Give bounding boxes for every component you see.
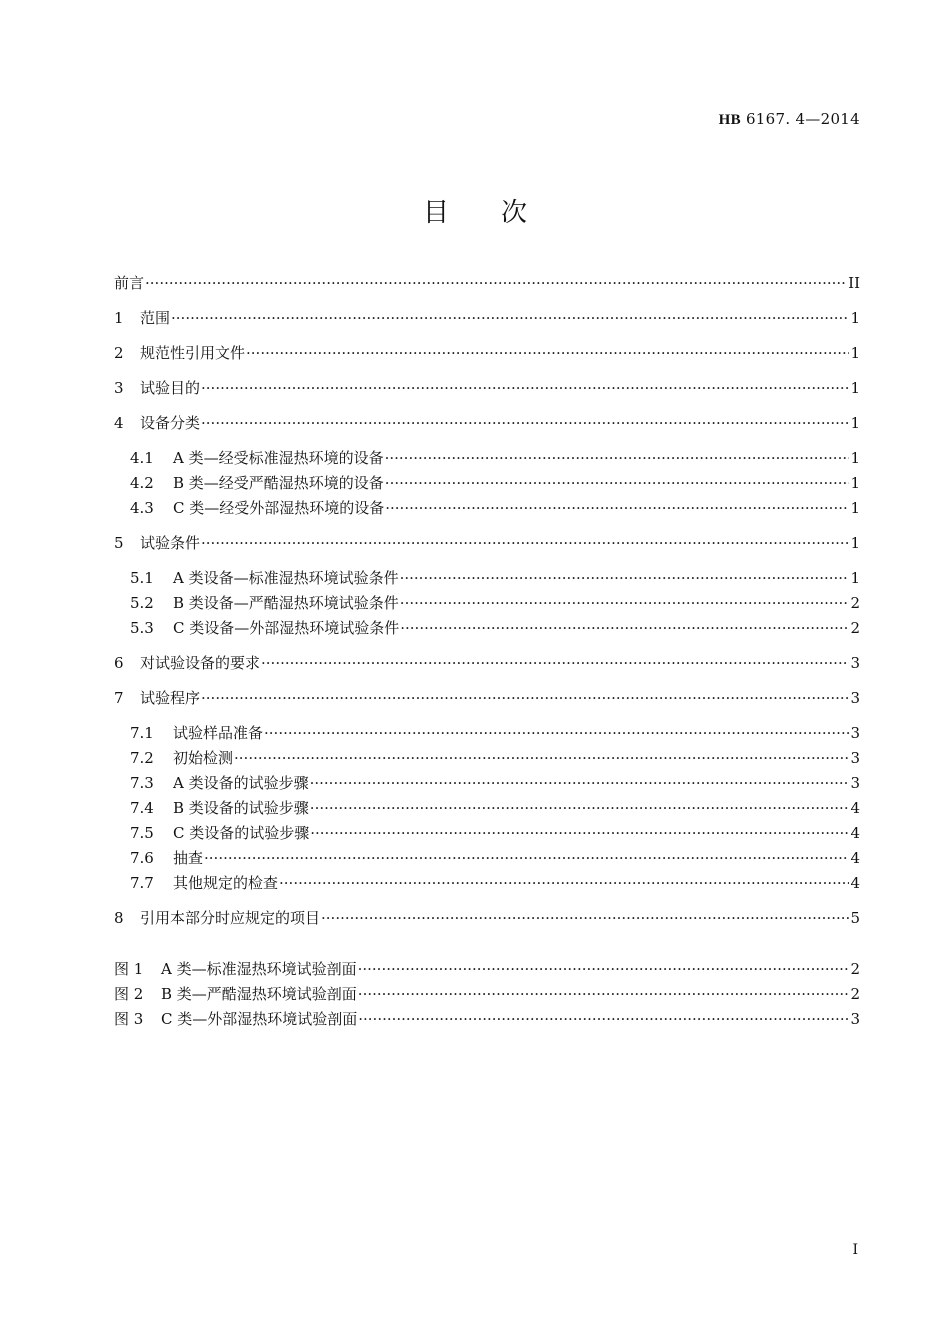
toc-leader-dots — [201, 377, 849, 399]
toc-entry-7-3[interactable] — [130, 772, 860, 794]
toc-entry-page: 1 — [850, 449, 860, 467]
toc-entry-4-1[interactable] — [130, 447, 860, 469]
toc-leader-dots — [400, 617, 849, 639]
toc-entry-4-3[interactable] — [130, 497, 860, 519]
toc-entry-7-2[interactable] — [130, 747, 860, 769]
toc-leader-dots — [246, 342, 849, 364]
toc-entry-7-4[interactable] — [130, 797, 860, 819]
toc-entry-page: 1 — [850, 379, 860, 397]
toc-entry-page: 3 — [850, 724, 860, 742]
figure-entry-number: 图 3 — [114, 1010, 144, 1028]
toc-entry-5[interactable] — [114, 532, 860, 554]
toc-entry-page: 1 — [850, 414, 860, 432]
toc-entry-page: 1 — [850, 344, 860, 362]
figure-entry-label: B 类—严酷湿热环境试验剖面 — [161, 985, 357, 1003]
toc-entry-label: C 类设备的试验步骤 — [173, 824, 310, 842]
toc-entry-number: 7 — [114, 689, 124, 707]
toc-entry-label: 试验样品准备 — [173, 724, 264, 742]
toc-entry-7-6[interactable] — [130, 847, 860, 869]
toc-entry-5-1[interactable] — [130, 567, 860, 589]
toc-entry-number: 7.1 — [130, 724, 154, 742]
toc-leader-dots — [358, 958, 850, 980]
toc-entry-6[interactable] — [114, 652, 860, 674]
toc-entry-number: 5.2 — [130, 594, 154, 612]
toc-leader-dots — [201, 687, 849, 709]
toc-entry-page: 2 — [850, 619, 860, 637]
toc-leader-dots — [171, 307, 849, 329]
toc-entry-number: 1 — [114, 309, 124, 327]
toc-entry-number: 4.1 — [130, 449, 154, 467]
toc-entry-label: 其他规定的检查 — [173, 874, 279, 892]
toc-leader-dots — [385, 472, 850, 494]
toc-entry-label: 对试验设备的要求 — [140, 654, 261, 672]
toc-entry-number: 7.6 — [130, 849, 154, 867]
toc-leader-dots — [201, 412, 849, 434]
toc-entry-4-2[interactable] — [130, 472, 860, 494]
figure-entry-number: 图 2 — [114, 985, 144, 1003]
toc-entry-page: 1 — [850, 569, 860, 587]
figure-entry-label: A 类—标准湿热环境试验剖面 — [161, 960, 357, 978]
toc-entry-number: 4.2 — [130, 474, 154, 492]
toc-entry-4[interactable] — [114, 412, 860, 434]
toc-entry-7-1[interactable] — [130, 722, 860, 744]
page-title: 目次 — [422, 198, 579, 228]
toc-entry-label: 试验条件 — [140, 534, 201, 552]
figure-entry-1[interactable] — [114, 958, 860, 980]
toc-leader-dots — [201, 532, 849, 554]
page-number: I — [852, 1242, 858, 1258]
toc-entry-label: 范围 — [140, 309, 171, 327]
toc-entry-label: A 类设备—标准湿热环境试验条件 — [173, 569, 399, 587]
toc-entry-number: 7.7 — [130, 874, 154, 892]
toc-entry-number: 7.4 — [130, 799, 154, 817]
toc-entry-3[interactable] — [114, 377, 860, 399]
toc-entry-page: 1 — [850, 309, 860, 327]
toc-entry-page: 2 — [850, 594, 860, 612]
toc-entry-page: 3 — [850, 749, 860, 767]
toc-leader-dots — [400, 567, 850, 589]
toc-leader-dots — [204, 847, 849, 869]
toc-leader-dots — [385, 447, 850, 469]
toc-entry-1[interactable] — [114, 307, 860, 329]
toc-entry-number: 5 — [114, 534, 124, 552]
toc-entry-page: 4 — [850, 799, 860, 817]
figure-entry-2[interactable] — [114, 983, 860, 1005]
toc-entry-label: 试验目的 — [140, 379, 201, 397]
toc-entry-label: 初始检测 — [173, 749, 234, 767]
toc-entry-7-5[interactable] — [130, 822, 860, 844]
toc-entry-label: 试验程序 — [140, 689, 201, 707]
toc-entry-foreword[interactable] — [114, 272, 860, 294]
toc-leader-dots — [310, 772, 850, 794]
toc-entry-page: 5 — [850, 909, 860, 927]
toc-entry-page: 3 — [850, 774, 860, 792]
toc-leader-dots — [358, 1008, 849, 1030]
toc-entry-number: 7.3 — [130, 774, 154, 792]
toc-entry-number: 7.5 — [130, 824, 154, 842]
toc-entry-label: 设备分类 — [140, 414, 201, 432]
figure-entry-page: 2 — [850, 960, 860, 978]
toc-entry-label: A 类—经受标准湿热环境的设备 — [173, 449, 384, 467]
toc-entry-2[interactable] — [114, 342, 860, 364]
standard-code — [719, 110, 860, 129]
toc-entry-number: 2 — [114, 344, 124, 362]
standard-code-prefix: HB — [718, 112, 741, 128]
figure-entry-page: 2 — [850, 985, 860, 1003]
toc-entry-number: 6 — [114, 654, 124, 672]
toc-entry-5-3[interactable] — [130, 617, 860, 639]
toc-entry-label: 引用本部分时应规定的项目 — [140, 909, 321, 927]
toc-entry-number: 5.3 — [130, 619, 154, 637]
toc-leader-dots — [145, 272, 847, 294]
toc-entry-page: 3 — [850, 689, 860, 707]
toc-entry-number: 5.1 — [130, 569, 154, 587]
toc-entry-page: 4 — [850, 824, 860, 842]
toc-leader-dots — [264, 722, 849, 744]
toc-entry-7-7[interactable] — [130, 872, 860, 894]
toc-entry-label: C 类—经受外部湿热环境的设备 — [173, 499, 385, 517]
toc-entry-8[interactable] — [114, 907, 860, 929]
figure-entry-3[interactable] — [114, 1008, 860, 1030]
figure-entry-page: 3 — [850, 1010, 860, 1028]
toc-entry-page: 1 — [850, 499, 860, 517]
toc-leader-dots — [400, 592, 850, 614]
toc-entry-number: 8 — [114, 909, 124, 927]
toc-entry-number: 4.3 — [130, 499, 154, 517]
toc-entry-label: B 类设备—严酷湿热环境试验条件 — [173, 594, 399, 612]
standard-code-number: 6167. 4—2014 — [740, 110, 860, 128]
toc-leader-dots — [234, 747, 849, 769]
figure-entry-label: C 类—外部湿热环境试验剖面 — [161, 1010, 358, 1028]
toc-leader-dots — [385, 497, 849, 519]
toc-entry-label: B 类—经受严酷湿热环境的设备 — [173, 474, 384, 492]
toc-entry-page: 3 — [850, 654, 860, 672]
toc-entry-label: 前言 — [114, 274, 145, 292]
toc-leader-dots — [279, 872, 849, 894]
toc-entry-page: 1 — [850, 534, 860, 552]
toc-leader-dots — [358, 983, 850, 1005]
figure-entry-number: 图 1 — [114, 960, 144, 978]
toc-entry-label: B 类设备的试验步骤 — [173, 799, 309, 817]
toc-entry-5-2[interactable] — [130, 592, 860, 614]
toc-entry-label: 规范性引用文件 — [140, 344, 246, 362]
toc-leader-dots — [310, 797, 850, 819]
toc-leader-dots — [310, 822, 849, 844]
toc-entry-label: C 类设备—外部湿热环境试验条件 — [173, 619, 400, 637]
toc-entry-7[interactable] — [114, 687, 860, 709]
toc-leader-dots — [261, 652, 849, 674]
toc-entry-page: 4 — [850, 849, 860, 867]
toc-entry-label: A 类设备的试验步骤 — [173, 774, 309, 792]
toc-entry-number: 4 — [114, 414, 124, 432]
toc-entry-number: 7.2 — [130, 749, 154, 767]
toc-entry-page: 4 — [850, 874, 860, 892]
toc-leader-dots — [321, 907, 849, 929]
toc-entry-page: 1 — [850, 474, 860, 492]
toc-entry-number: 3 — [114, 379, 124, 397]
toc-entry-page: II — [848, 274, 860, 292]
toc-entry-label: 抽查 — [173, 849, 204, 867]
